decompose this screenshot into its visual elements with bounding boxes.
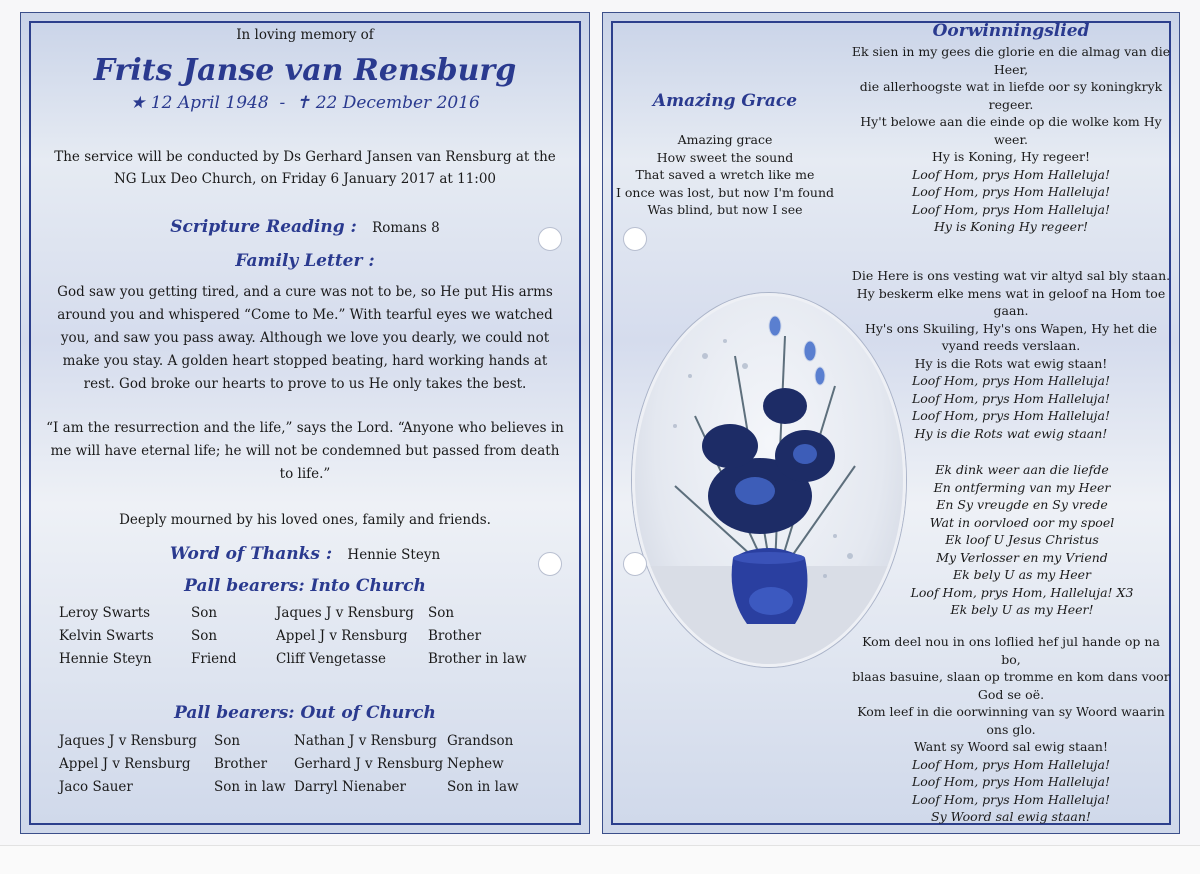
lyric-line: En Sy vreugde en Sy vrede bbox=[936, 497, 1108, 512]
scanner-margin bbox=[0, 845, 1200, 874]
scripture-verse bbox=[21, 417, 589, 486]
lyric-line: Ek sien in my gees die glorie en die almag van die bbox=[851, 44, 1171, 59]
lyric-line: Sy Woord sal ewig staan! bbox=[931, 809, 1091, 824]
binder-hole bbox=[623, 552, 647, 576]
lyric-line: weer. bbox=[993, 131, 1029, 147]
binder-hole bbox=[623, 227, 647, 251]
bearer-relation: Son bbox=[428, 605, 455, 621]
lyric-line: Hy's ons Skuiling, Hy's ons Wapen, Hy het die bbox=[864, 320, 1158, 336]
service-line-1: The service will be conducted by Ds Gerhard Jansen van Rensburg at the bbox=[54, 149, 556, 165]
bearer-relation: Son in law bbox=[214, 779, 286, 795]
deceased-name: Frits Janse van Rensburg bbox=[93, 53, 517, 88]
pall-out-table bbox=[59, 733, 519, 802]
song-verse-4 bbox=[851, 633, 1171, 826]
table-row bbox=[59, 779, 519, 802]
lyric-line: Hy is Koning, Hy regeer! bbox=[931, 149, 1090, 164]
family-letter-text bbox=[21, 281, 589, 396]
table-row bbox=[59, 733, 519, 756]
bearer-name: Appel J v Rensburg bbox=[276, 628, 408, 644]
bearer-name: Leroy Swarts bbox=[59, 605, 151, 621]
lyric-line: That saved a wretch like me bbox=[635, 167, 815, 182]
lyric-line: God se oë. bbox=[977, 686, 1045, 702]
song-title: Oorwinningslied bbox=[932, 21, 1090, 41]
pall-in-table bbox=[59, 605, 527, 674]
lyric-line: Heer, bbox=[993, 61, 1029, 77]
bearer-relation: Son bbox=[214, 733, 241, 749]
bearer-relation: Nephew bbox=[447, 756, 504, 772]
bearer-name: Jaques J v Rensburg bbox=[276, 605, 414, 621]
scripture-label: Scripture Reading : bbox=[170, 217, 357, 237]
cross-icon: ✝ bbox=[296, 93, 311, 113]
life-dates: ★ 12 April 1948 - ✝ 22 December 2016 bbox=[130, 93, 480, 113]
family-letter-heading: Family Letter : bbox=[235, 251, 375, 271]
star-icon: ★ bbox=[130, 93, 146, 113]
scripture-reading bbox=[21, 217, 589, 237]
bearer-relation: Brother bbox=[214, 756, 268, 772]
lyric-line: Loof Hom, prys Hom Halleluja! bbox=[911, 166, 1110, 182]
lyric-line: vyand reeds verslaan. bbox=[941, 338, 1081, 353]
lyric-line: My Verlosser en my Vriend bbox=[936, 549, 1108, 565]
lyric-line: Kom leef in die oorwinning van sy Woord waarin bbox=[857, 704, 1165, 719]
bearer-relation: Son bbox=[191, 628, 218, 644]
birth-date: 12 April 1948 bbox=[150, 93, 269, 113]
verse-line: to life.” bbox=[279, 466, 331, 482]
lyric-line: Loof Hom, prys Hom Halleluja! bbox=[911, 373, 1110, 388]
amazing-grace-title: Amazing Grace bbox=[652, 91, 798, 111]
memory-line: In loving memory of bbox=[236, 27, 374, 43]
bearer-relation: Grandson bbox=[447, 733, 514, 749]
thanks-label: Word of Thanks : bbox=[169, 544, 333, 564]
bearer-relation: Brother bbox=[428, 628, 482, 644]
table-row bbox=[59, 651, 527, 674]
lyric-line: Loof Hom, prys Hom Halleluja! bbox=[911, 184, 1110, 199]
lyric-line: Kom deel nou in ons loflied hef jul hande op na bo, bbox=[862, 634, 1160, 667]
lyric-line: Hy't belowe aan die einde op die wolke kom Hy bbox=[860, 114, 1162, 129]
bearer-relation: Son in law bbox=[447, 779, 519, 795]
lyric-line: Loof Hom, prys Hom Halleluja! bbox=[911, 390, 1110, 406]
thanks-value: Hennie Steyn bbox=[347, 547, 441, 563]
bearer-relation: Brother in law bbox=[428, 651, 527, 667]
lyric-line: Die Here is ons vesting wat vir altyd sal bly staan. bbox=[851, 268, 1171, 283]
amazing-grace-lyrics bbox=[613, 131, 837, 219]
table-row bbox=[59, 605, 527, 628]
lyric-line: Loof Hom, prys Hom, Halleluja! X3 bbox=[910, 584, 1134, 600]
flower-vase-photo bbox=[632, 293, 906, 667]
lyric-line: Ek dink weer aan die liefde bbox=[935, 462, 1109, 477]
bearer-name: Jaco Sauer bbox=[59, 779, 133, 795]
bearer-name: Nathan J v Rensburg bbox=[294, 733, 437, 749]
lyric-line: Amazing grace bbox=[677, 132, 773, 147]
bearer-name: Cliff Vengetasse bbox=[276, 651, 386, 667]
lyric-line: blaas basuine, slaan op tromme en kom dans voor bbox=[852, 669, 1170, 684]
letter-line: around you and whispered “Come to Me.” With tearful eyes we watched bbox=[57, 307, 553, 323]
bearer-relation: Friend bbox=[191, 651, 237, 667]
song-verse-3 bbox=[873, 461, 1171, 619]
flower-arrangement-illustration bbox=[635, 296, 903, 664]
lyric-line: Wat in oorvloed oor my spoel bbox=[929, 514, 1115, 530]
lyric-line: I once was lost, but now I'm found bbox=[615, 184, 835, 200]
lyric-line: Want sy Woord sal ewig staan! bbox=[913, 739, 1109, 754]
lyric-line: ons glo. bbox=[986, 721, 1036, 737]
bearer-name: Gerhard J v Rensburg bbox=[294, 756, 444, 772]
letter-line: rest. God broke our hearts to prove to us He only takes the best. bbox=[83, 376, 527, 392]
bearer-name: Jaques J v Rensburg bbox=[59, 733, 197, 749]
song-verse-1 bbox=[851, 43, 1171, 236]
lyric-line: Loof Hom, prys Hom Halleluja! bbox=[911, 774, 1110, 789]
lyric-line: Hy is die Rots wat ewig staan! bbox=[914, 425, 1108, 441]
left-page bbox=[20, 12, 590, 834]
pall-out-heading: Pall bearers: Out of Church bbox=[174, 703, 436, 723]
letter-line: you, and saw you pass away. Although we love you dearly, we could not bbox=[60, 330, 550, 346]
lyric-line: Ek loof U Jesus Christus bbox=[945, 532, 1099, 547]
lyric-line: Hy beskerm elke mens wat in geloof na Hom toe bbox=[856, 285, 1166, 301]
lyric-line: die allerhoogste wat in liefde oor sy koningkryk bbox=[859, 79, 1163, 94]
death-date: 22 December 2016 bbox=[315, 93, 480, 113]
bearer-relation: Son bbox=[191, 605, 218, 621]
bearer-name: Hennie Steyn bbox=[59, 651, 152, 667]
pall-in-heading: Pall bearers: Into Church bbox=[184, 576, 426, 596]
scripture-value: Romans 8 bbox=[372, 220, 440, 236]
lyric-line: Ek bely U as my Heer bbox=[952, 567, 1091, 582]
bearer-name: Kelvin Swarts bbox=[59, 628, 154, 644]
verse-line: “I am the resurrection and the life,” says the Lord. “Anyone who believes in bbox=[46, 420, 564, 436]
lyric-line: Loof Hom, prys Hom Halleluja! bbox=[911, 408, 1110, 423]
bearer-name: Darryl Nienaber bbox=[294, 779, 406, 795]
table-row bbox=[59, 756, 519, 779]
song-verse-2 bbox=[851, 267, 1171, 442]
mourned-line: Deeply mourned by his loved ones, family and friends. bbox=[119, 512, 491, 528]
lyric-line: regeer. bbox=[988, 96, 1034, 112]
lyric-line: Loof Hom, prys Hom Halleluja! bbox=[911, 756, 1110, 772]
lyric-line: Hy is Koning Hy regeer! bbox=[933, 219, 1089, 234]
verse-line: me will have eternal life; he will not be condemned but passed from death bbox=[50, 443, 560, 459]
lyric-line: Ek bely U as my Heer! bbox=[950, 602, 1094, 617]
binder-hole bbox=[538, 227, 562, 251]
lyric-line: gaan. bbox=[993, 303, 1029, 318]
binder-hole bbox=[538, 552, 562, 576]
lyric-line: Hy is die Rots wat ewig staan! bbox=[914, 355, 1108, 371]
service-line-2: NG Lux Deo Church, on Friday 6 January 2017 at 11:00 bbox=[113, 171, 497, 187]
lyric-line: En ontferming van my Heer bbox=[933, 479, 1111, 495]
lyric-line: How sweet the sound bbox=[656, 149, 794, 165]
table-row bbox=[59, 628, 527, 651]
word-of-thanks bbox=[21, 544, 589, 564]
letter-line: make you stay. A golden heart stopped beating, hard working hands at bbox=[62, 353, 548, 369]
letter-line: God saw you getting tired, and a cure was not to be, so He put His arms bbox=[57, 284, 553, 300]
lyric-line: Was blind, but now I see bbox=[647, 202, 803, 217]
lyric-line: Loof Hom, prys Hom Halleluja! bbox=[911, 791, 1110, 807]
lyric-line: Loof Hom, prys Hom Halleluja! bbox=[911, 201, 1110, 217]
bearer-name: Appel J v Rensburg bbox=[59, 756, 191, 772]
